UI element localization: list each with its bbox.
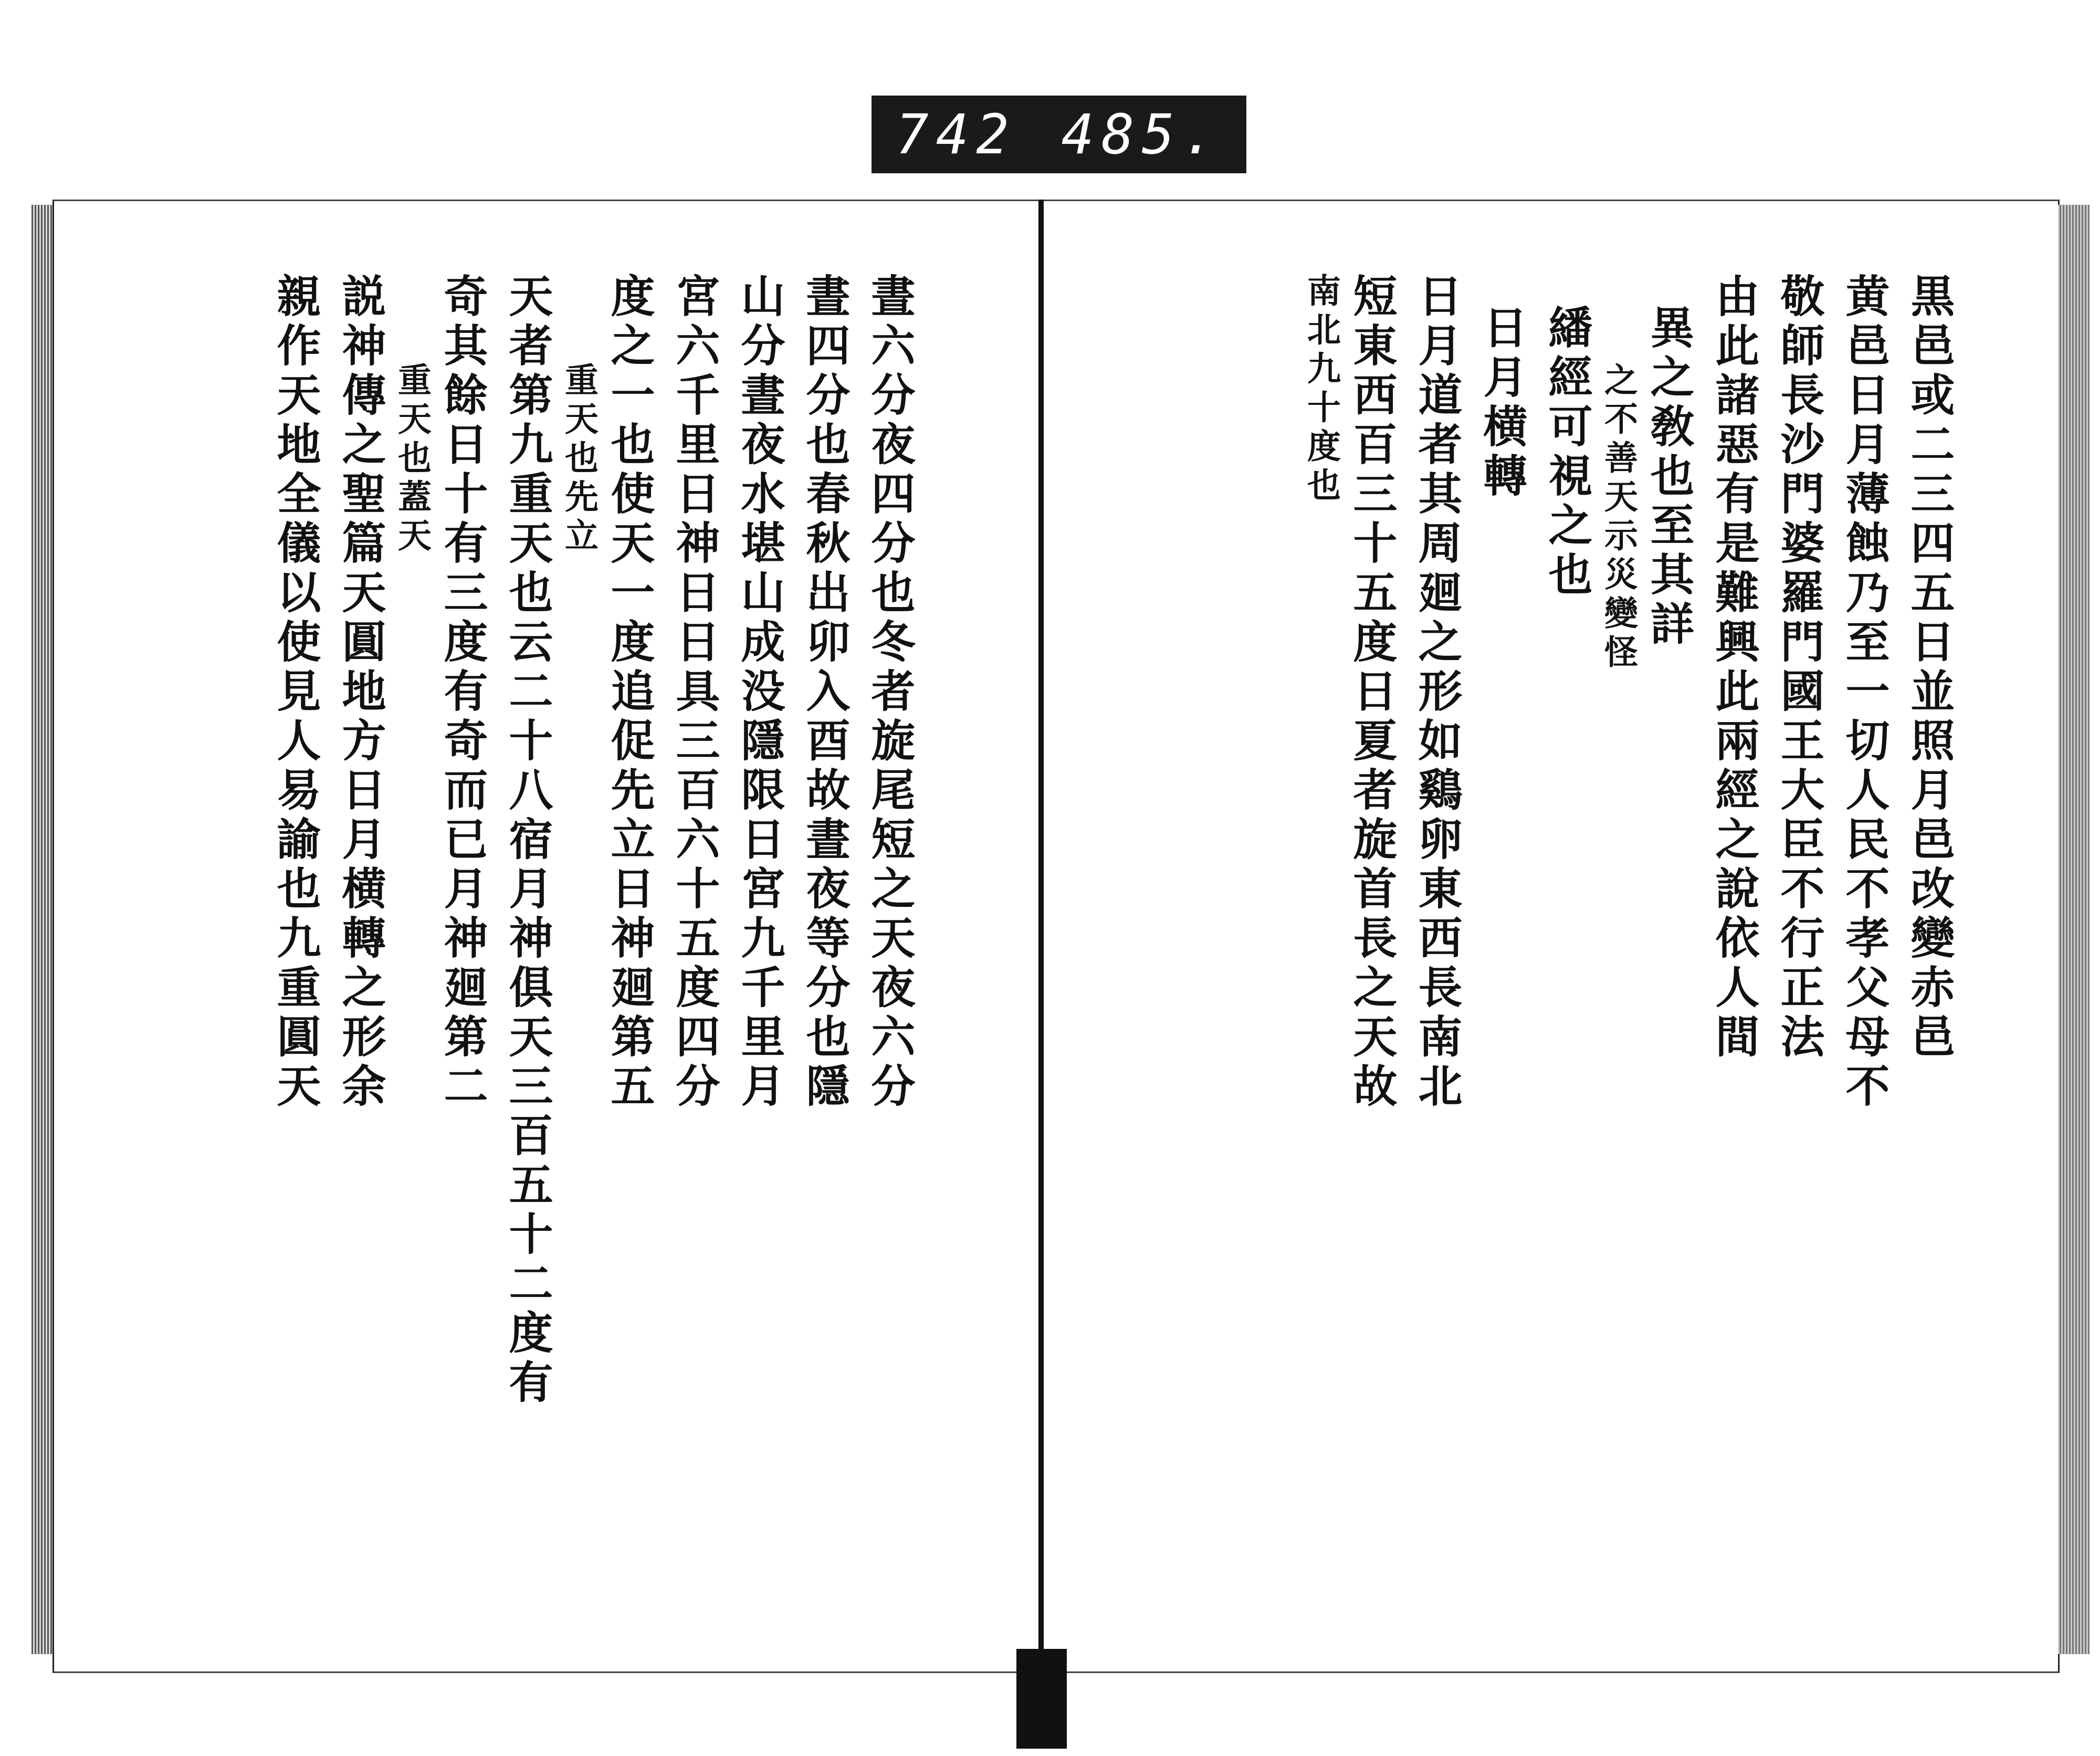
right-line-7: 日月道者其周廻之形如鷄卵東西長南北 [1411, 273, 1463, 1112]
right-sub-note-2: 南北九十度也 [1301, 273, 1341, 506]
left-line-8: 説神傳之聖篇天圓地方日月横轉之形余 [335, 273, 387, 1112]
right-line-2: 黄邑日月薄蝕乃至一切人民不孝父母不 [1839, 273, 1891, 1112]
left-line-9: 親作天地全儀以使見人易諭也九重圓天 [270, 273, 322, 1112]
left-line-7: 奇其餘日十有三度有奇而已月神廻第二 [437, 273, 489, 1112]
left-line-6: 天者第九重天也云二十八宿月神俱天三百五十二度有 [502, 273, 554, 1408]
left-line-4: 宮六千里日神日日具三百六十五度四分 [669, 273, 721, 1112]
frame-number-right: 485. [1061, 102, 1222, 166]
right-line-1: 黒邑或二三四五日並照月邑改變赤邑 [1904, 273, 1956, 1063]
book-gutter [1038, 200, 1044, 1659]
left-sub-note-1: 重天也先立 [559, 362, 598, 557]
film-frame-label [872, 96, 1246, 173]
left-page-text [105, 273, 924, 1449]
left-line-3: 山分晝夜水堪山成没隱限日宮九千里月 [734, 273, 786, 1112]
right-line-8: 短東西百三十五度日夏者旋首長之天故 [1346, 273, 1398, 1112]
left-line-1: 晝六分夜四分也冬者旋尾短之天夜六分 [864, 273, 916, 1112]
right-line-5: 異之敎也至其詳 [1643, 305, 1695, 650]
right-line-6: 繙經可視之也 [1541, 305, 1593, 601]
right-line-3: 敬師長沙門婆羅門國王大臣不行正法 [1773, 273, 1825, 1063]
left-line-5: 度之一也使天一度追促先立日神廻第五 [604, 273, 656, 1112]
frame-number-left: 742 [896, 102, 1016, 166]
gutter-shadow [1016, 1649, 1067, 1749]
right-section-heading: 日月横轉 [1476, 305, 1528, 502]
left-sub-note-2: 重天也蓋天 [392, 362, 432, 557]
left-line-2: 晝四分也春秋出卯入酉故晝夜等分也隱 [799, 273, 851, 1112]
right-line-4: 由此諸惡有是難興此兩經之說依人間 [1708, 273, 1760, 1063]
right-page-text [1144, 273, 1964, 1449]
right-sub-note-1: 之不善天示災變怪 [1599, 362, 1638, 673]
page-edge-right [2058, 205, 2090, 1654]
